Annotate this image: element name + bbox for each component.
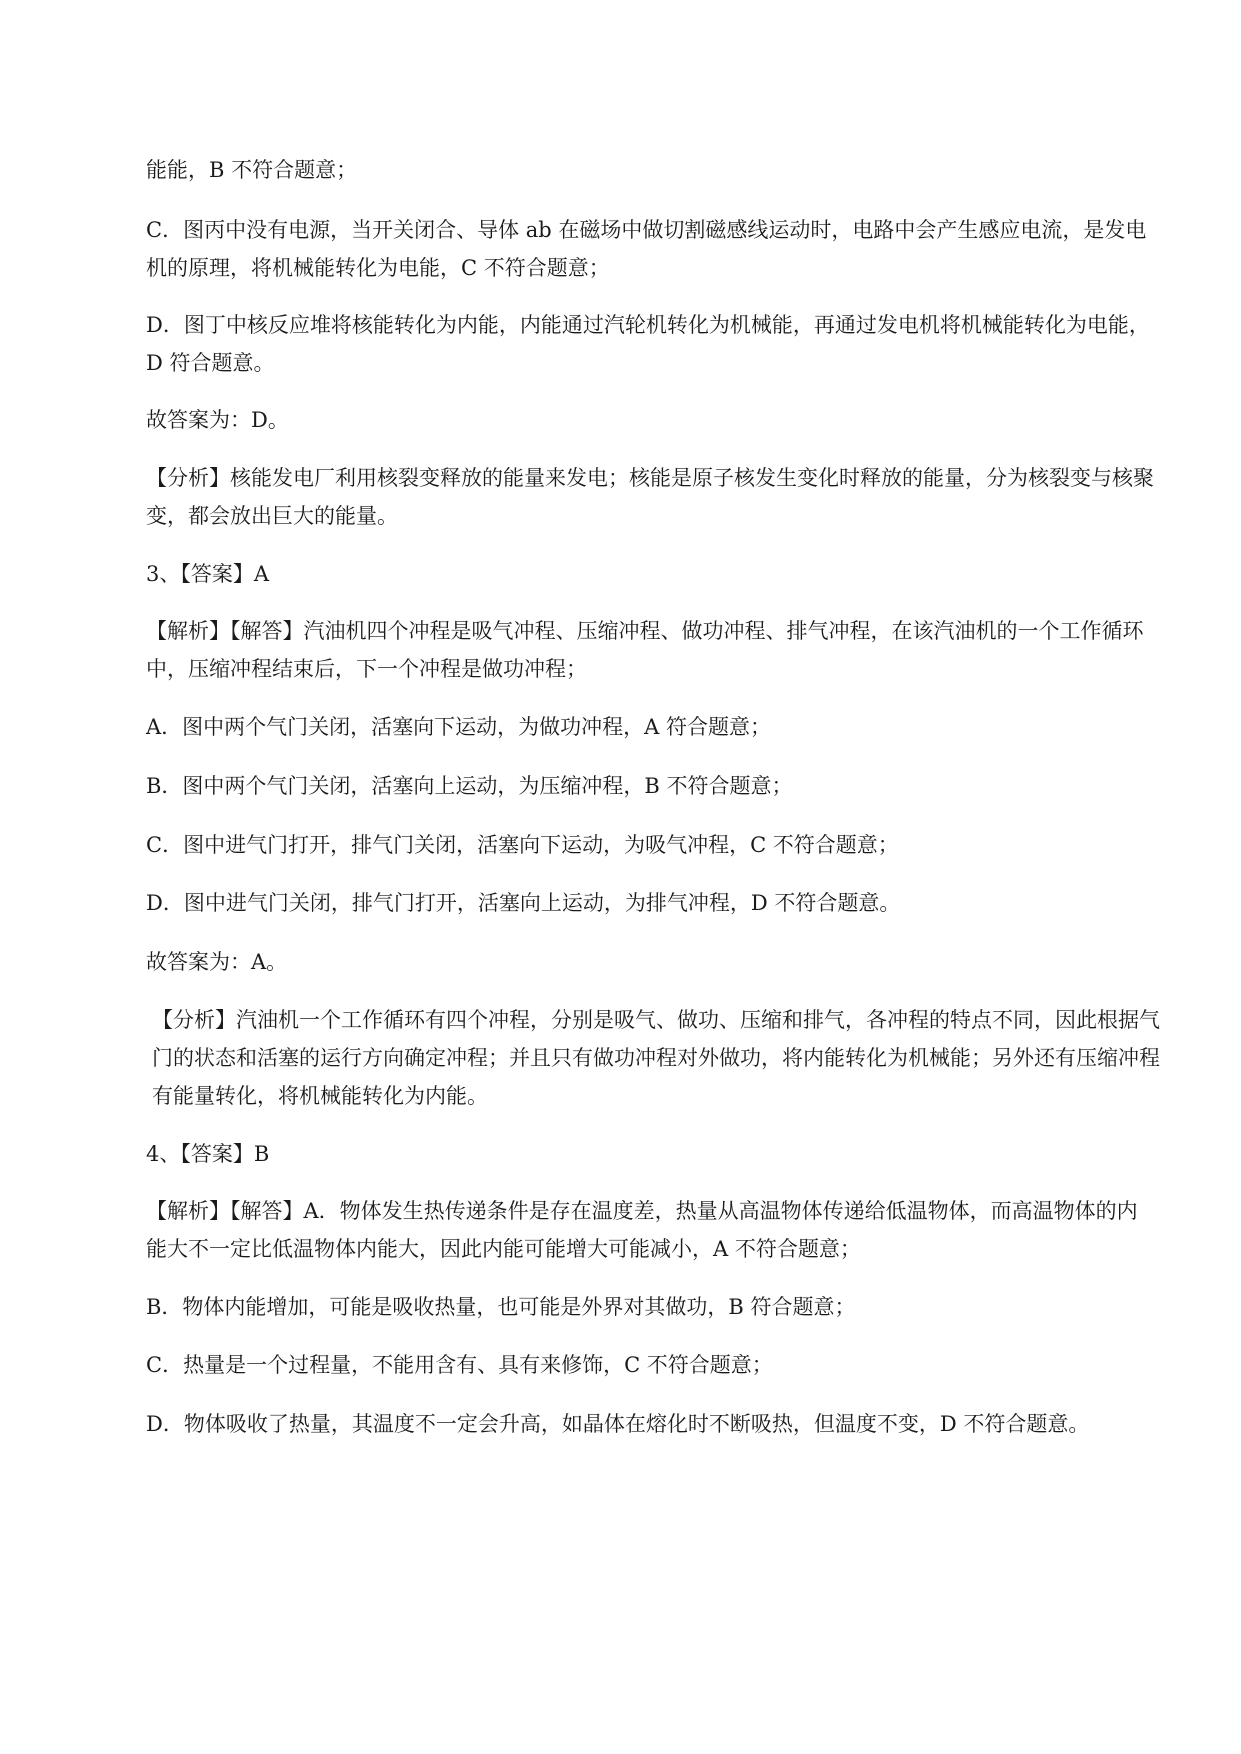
paragraph-option-c-heat-quantity: C．热量是一个过程量，不能用含有、具有来修饰，C 不符合题意；	[146, 1353, 773, 1377]
paragraph-option-b-internal-energy: B．物体内能增加，可能是吸收热量，也可能是外界对其做功，B 符合题意；	[146, 1295, 856, 1319]
paragraph-option-c-generator: C．图丙中没有电源，当开关闭合、导体 ab 在磁场中做切割磁感线运动时，电路中会产生感应电流，是发电机的原理，将机械能转化为电能，C 不符合题意；	[146, 218, 1147, 280]
paragraph-option-b-compression-stroke: B．图中两个气门关闭，活塞向上运动，为压缩冲程，B 不符合题意；	[146, 774, 793, 798]
paragraph-answer-a: 故答案为：A。	[146, 950, 288, 974]
paragraph-option-d-exhaust-stroke: D．图中进气门关闭，排气门打开，活塞向上运动，为排气冲程，D 不符合题意。	[146, 891, 901, 915]
paragraph-option-d-melting: D．物体吸收了热量，其温度不一定会升高，如晶体在熔化时不断吸热，但温度不变，D 不符合题意。	[146, 1412, 1090, 1436]
question-4-answer-heading: 4、【答案】B	[146, 1142, 270, 1166]
paragraph-explanation-engine: 【解析】【解答】汽油机四个冲程是吸气冲程、压缩冲程、做功冲程、排气冲程，在该汽油机的一个工作循环中，压缩冲程结束后，下一个冲程是做功冲程；	[146, 619, 1144, 681]
paragraph-explanation-heat: 【解析】【解答】A．物体发生热传递条件是存在温度差，热量从高温物体传递给低温物体，而高温物体的内能大不一定比低温物体内能大，因此内能可能增大可能减小，A 不符合题意；	[146, 1199, 1138, 1261]
paragraph-analysis-nuclear: 【分析】核能发电厂利用核裂变释放的能量来发电；核能是原子核发生变化时释放的能量，分为核裂变与核聚变，都会放出巨大的能量。	[146, 466, 1154, 528]
question-3-answer-heading: 3、【答案】A	[146, 562, 270, 586]
paragraph-analysis-engine: 【分析】汽油机一个工作循环有四个冲程，分别是吸气、做功、压缩和排气，各冲程的特点不同，因此根据气门的状态和活塞的运行方向确定冲程；并且只有做功冲程对外做功，将内能转化为机械能；另外还有压缩冲程有能量转化，将机械能转化为内能。	[152, 1008, 1160, 1108]
paragraph-option-c-intake-stroke: C．图中进气门打开，排气门关闭，活塞向下运动，为吸气冲程，C 不符合题意；	[146, 833, 899, 857]
paragraph-option-a-power-stroke: A．图中两个气门关闭，活塞向下运动，为做功冲程，A 符合题意；	[146, 715, 772, 739]
paragraph-b-conclusion: 能能，B 不符合题意；	[146, 158, 358, 182]
paragraph-option-d-nuclear: D．图丁中核反应堆将核能转化为内能，内能通过汽轮机转化为机械能，再通过发电机将机械能转化为电能，D 符合题意。	[146, 313, 1150, 375]
paragraph-answer-d: 故答案为：D。	[146, 408, 289, 432]
